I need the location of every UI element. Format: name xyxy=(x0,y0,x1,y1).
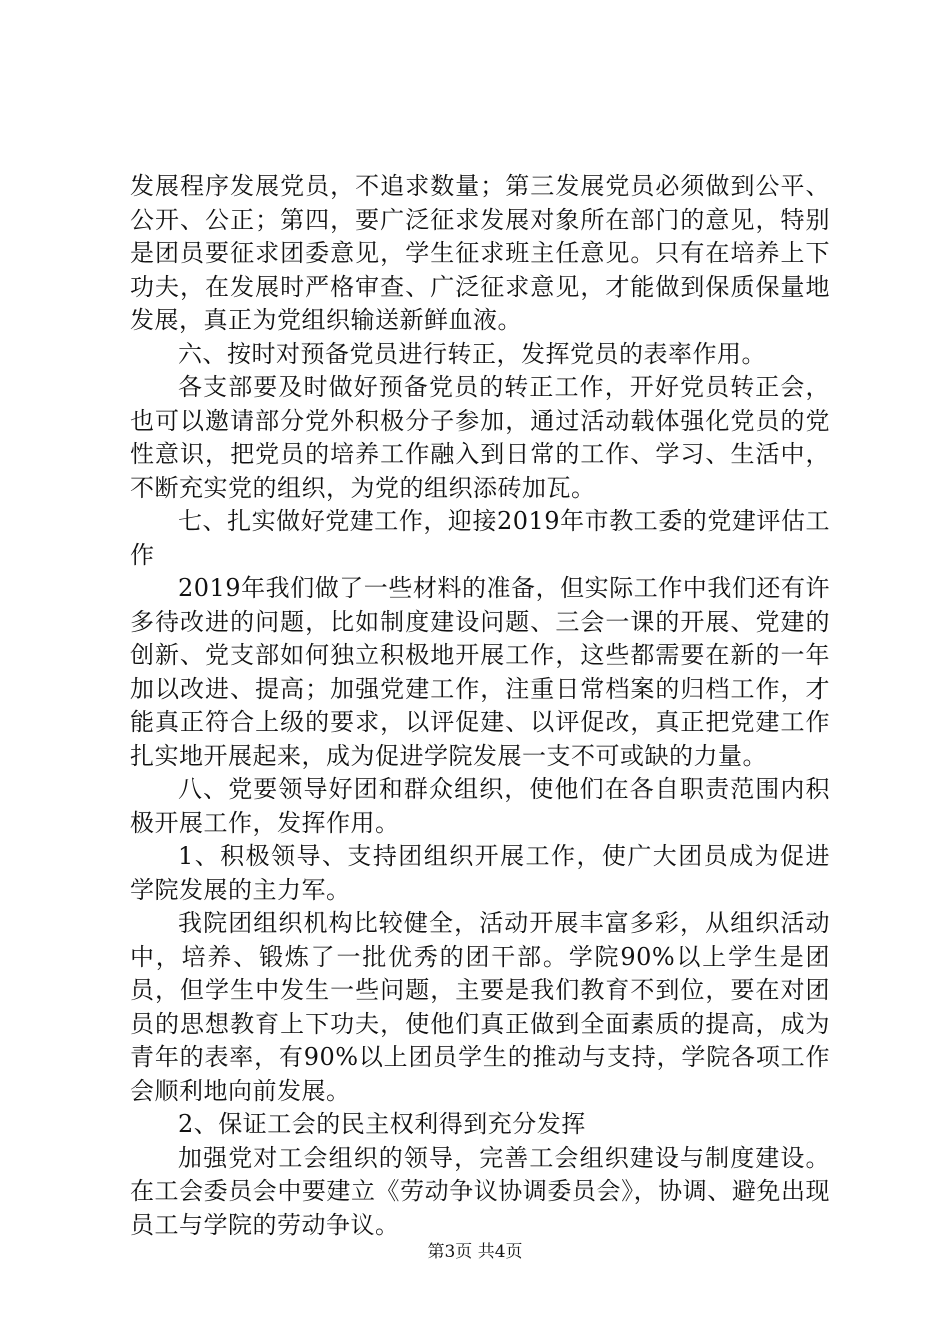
document-body xyxy=(130,170,830,1242)
paragraph-probation: 各支部要及时做好预备党员的转正工作，开好党员转正会，也可以邀请部分党外积极分子参加，通过活动载体强化党员的党性意识，把党员的培养工作融入到日常的工作、学习、生活中，不断充实党的组织，为党的组织添砖加瓦。 xyxy=(130,373,830,502)
page-number-footer: 第3页 共4页 xyxy=(427,1242,523,1262)
paragraph-continuation: 发展程序发展党员，不追求数量；第三发展党员必须做到公平、公开、公正；第四，要广泛征求发展对象所在部门的意见，特别是团员要征求团委意见，学生征求班主任意见。只有在培养上下功夫，在发展时严格审查、广泛征求意见，才能做到保质保量地发展，真正为党组织输送新鲜血液。 xyxy=(130,172,830,334)
paragraph-league: 我院团组织机构比较健全，活动开展丰富多彩，从组织活动中，培养、锻炼了一批优秀的团干部。学院90%以上学生是团员，但学生中发生一些问题，主要是我们教育不到位，要在对团员的思想教育上下功夫，使他们真正做到全面素质的提高，成为青年的表率，有90%以上团员学生的推动与支持，学院各项工作会顺利地向前发展。 xyxy=(130,909,830,1105)
subheading-union: 2、保证工会的民主权利得到充分发挥 xyxy=(178,1110,586,1138)
paragraph-party-building: 2019年我们做了一些材料的准备，但实际工作中我们还有许多待改进的问题，比如制度建设问题、三会一课的开展、党建的创新、党支部如何独立积极地开展工作，这些都需要在新的一年加以改进、提高；加强党建工作，注重日常档案的归档工作，才能真正符合上级的要求，以评促建、以评促改，真正把党建工作扎实地开展起来，成为促进学院发展一支不可或缺的力量。 xyxy=(130,574,830,770)
paragraph-union: 加强党对工会组织的领导，完善工会组织建设与制度建设。在工会委员会中要建立《劳动争议协调委员会》，协调、避免出现员工与学院的劳动争议。 xyxy=(130,1143,830,1239)
section-heading-six: 六、按时对预备党员进行转正，发挥党员的表率作用。 xyxy=(178,339,766,368)
subheading-league: 1、积极领导、支持团组织开展工作，使广大团员成为促进学院发展的主力军。 xyxy=(130,842,830,904)
section-heading-seven: 七、扎实做好党建工作，迎接2019年市教工委的党建评估工作 xyxy=(130,507,830,569)
section-heading-eight: 八、党要领导好团和群众组织，使他们在各自职责范围内积极开展工作，发挥作用。 xyxy=(130,775,830,837)
